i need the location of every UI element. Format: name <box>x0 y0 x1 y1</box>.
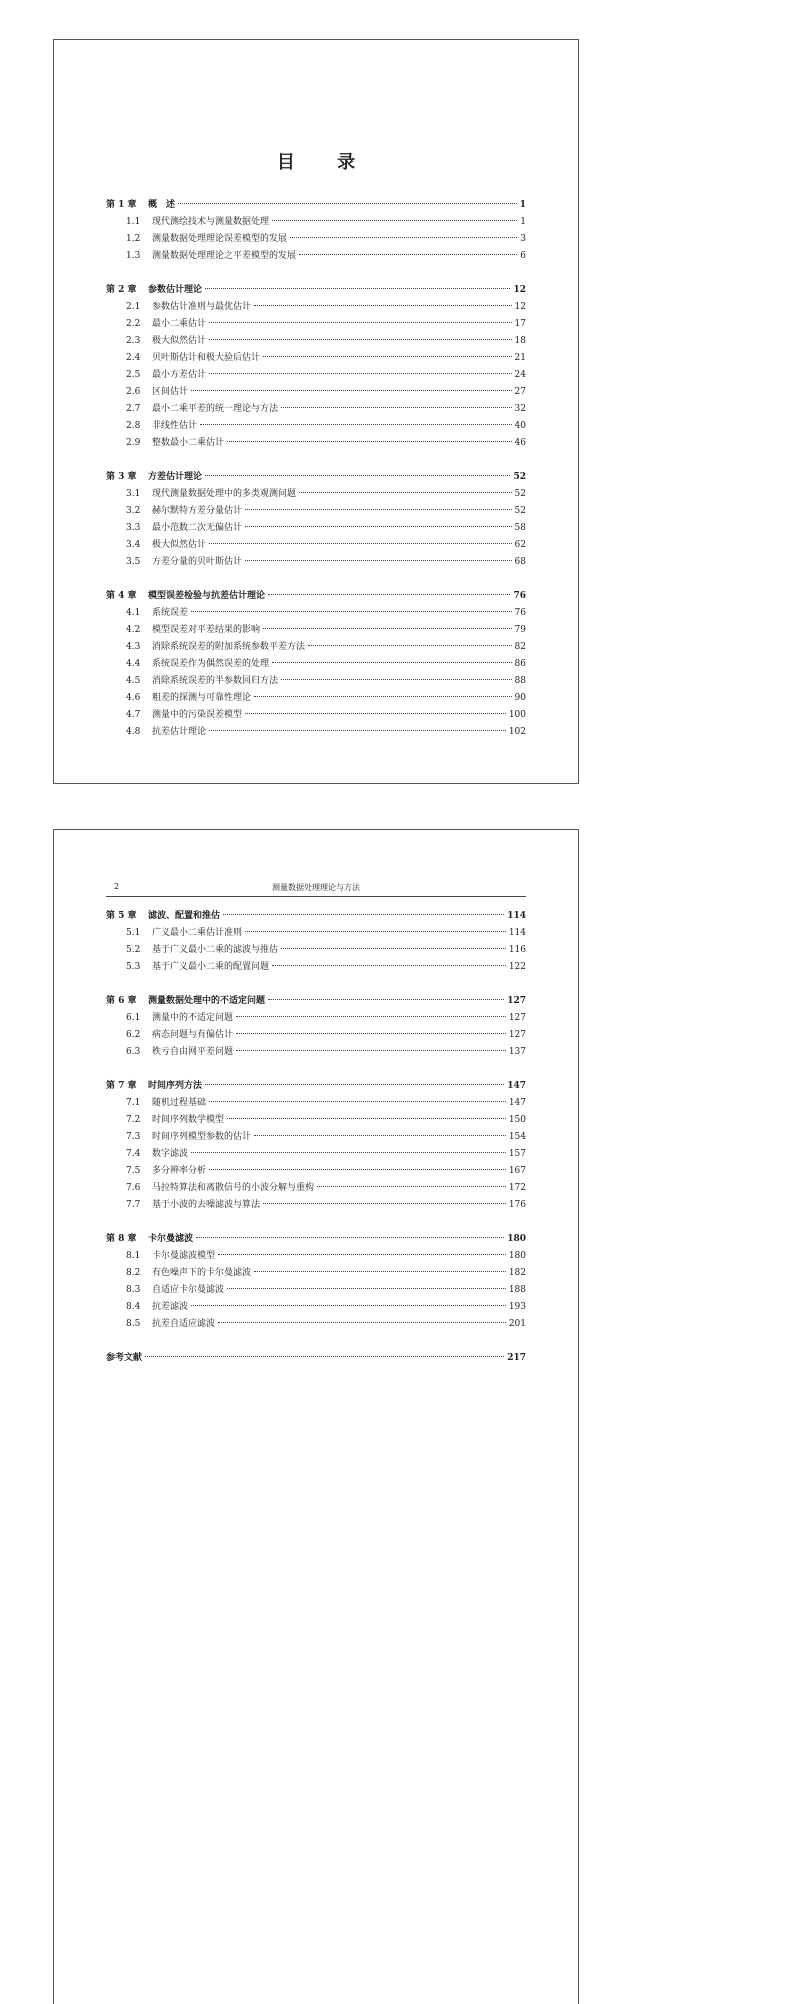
entry-page-number: 40 <box>514 421 526 431</box>
toc-section-entry[interactable] <box>106 707 526 724</box>
entry-number: 2.1 <box>126 302 141 312</box>
entry-page-number: 52 <box>514 506 526 516</box>
entry-number: 第 6 章 <box>106 996 137 1006</box>
entry-number: 6.1 <box>126 1013 141 1023</box>
entry-page-number: 127 <box>508 1030 526 1040</box>
entry-title: 卡尔曼滤波 <box>148 1234 194 1244</box>
entry-title: 有色噪声下的卡尔曼滤波 <box>152 1268 252 1278</box>
dot-leader <box>245 713 506 714</box>
toc-chapter-entry[interactable] <box>106 282 526 299</box>
dot-leader <box>209 322 512 323</box>
entry-page-number: 154 <box>508 1132 526 1142</box>
entry-page-number: 21 <box>514 353 526 363</box>
dot-leader <box>245 560 512 561</box>
entry-page-number: 1 <box>519 200 526 210</box>
toc-section-entry[interactable] <box>106 486 526 503</box>
entry-number: 2.6 <box>126 387 141 397</box>
toc-section-entry[interactable] <box>106 520 526 537</box>
entry-title: 抗差估计理论 <box>152 727 207 737</box>
dot-leader <box>245 931 506 932</box>
entry-number: 7.5 <box>126 1166 141 1176</box>
entry-page-number: 180 <box>507 1234 526 1244</box>
entry-page-number: 102 <box>508 727 526 737</box>
entry-title: 参数估计理论 <box>148 285 203 295</box>
toc-chapter-entry[interactable] <box>106 588 526 605</box>
toc-chapter-entry[interactable] <box>106 469 526 486</box>
dot-leader <box>218 1254 506 1255</box>
dot-leader <box>268 999 504 1000</box>
entry-title: 赫尔默特方差分量估计 <box>152 506 243 516</box>
entry-title: 概 述 <box>148 200 176 210</box>
entry-title: 数字滤波 <box>152 1149 189 1159</box>
dot-leader <box>223 914 504 915</box>
entry-number: 2.4 <box>126 353 141 363</box>
toc-section-entry[interactable] <box>106 1316 526 1333</box>
toc-page-1 <box>53 39 579 784</box>
dot-leader <box>236 1033 506 1034</box>
toc-section-entry[interactable] <box>106 1027 526 1044</box>
entry-number: 6.3 <box>126 1047 141 1057</box>
dot-leader <box>191 1152 506 1153</box>
dot-leader <box>191 1305 506 1306</box>
entry-title: 系统误差 <box>152 608 189 618</box>
toc-section-entry[interactable] <box>106 639 526 656</box>
entry-number: 8.5 <box>126 1319 141 1329</box>
entry-page-number: 62 <box>514 540 526 550</box>
entry-title: 时间序列方法 <box>148 1081 203 1091</box>
entry-page-number: 46 <box>514 438 526 448</box>
entry-title: 参数估计准则与最优估计 <box>152 302 252 312</box>
entry-number: 2.9 <box>126 438 141 448</box>
entry-number: 3.5 <box>126 557 141 567</box>
toc-section-entry[interactable] <box>106 1265 526 1282</box>
entry-page-number: 201 <box>508 1319 526 1329</box>
entry-title: 基于广义最小二乘的配置问题 <box>152 962 270 972</box>
entry-title: 方差估计理论 <box>148 472 203 482</box>
entry-number: 4.4 <box>126 659 141 669</box>
entry-page-number: 188 <box>508 1285 526 1295</box>
dot-leader <box>299 492 512 493</box>
dot-leader <box>205 1084 504 1085</box>
toc-spacer <box>106 976 526 993</box>
entry-title: 现代测量数据处理中的多类观测问题 <box>152 489 297 499</box>
dot-leader <box>254 305 512 306</box>
entry-page-number: 127 <box>507 996 526 1006</box>
dot-leader <box>209 1101 506 1102</box>
dot-leader <box>200 424 512 425</box>
toc-list <box>106 908 526 1367</box>
toc-section-entry[interactable] <box>106 554 526 571</box>
toc-section-entry[interactable] <box>106 537 526 554</box>
entry-title: 多分辨率分析 <box>152 1166 207 1176</box>
entry-title: 测量数据处理理论误差模型的发展 <box>152 234 288 244</box>
toc-section-entry[interactable] <box>106 316 526 333</box>
toc-section-entry[interactable] <box>106 401 526 418</box>
entry-number: 7.3 <box>126 1132 141 1142</box>
toc-chapter-entry[interactable] <box>106 1078 526 1095</box>
entry-number: 1.3 <box>126 251 141 261</box>
dot-leader <box>268 594 510 595</box>
toc-chapter-entry[interactable] <box>106 993 526 1010</box>
dot-leader <box>317 1186 506 1187</box>
toc-page-2 <box>53 829 579 2004</box>
entry-page-number: 27 <box>514 387 526 397</box>
entry-title: 最小二乘估计 <box>152 319 207 329</box>
entry-page-number: 86 <box>514 659 526 669</box>
dot-leader <box>191 390 512 391</box>
toc-section-entry[interactable] <box>106 299 526 316</box>
dot-leader <box>299 254 517 255</box>
dot-leader <box>281 679 512 680</box>
entry-title: 自适应卡尔曼滤波 <box>152 1285 225 1295</box>
toc-spacer <box>106 1333 526 1350</box>
dot-leader <box>196 1237 504 1238</box>
entry-page-number: 100 <box>508 710 526 720</box>
entry-page-number: 90 <box>514 693 526 703</box>
entry-title: 抗差滤波 <box>152 1302 189 1312</box>
entry-page-number: 182 <box>508 1268 526 1278</box>
entry-title: 整数最小二乘估计 <box>152 438 225 448</box>
entry-title: 测量数据处理理论之平差模型的发展 <box>152 251 297 261</box>
toc-section-entry[interactable] <box>106 942 526 959</box>
dot-leader <box>191 611 512 612</box>
toc-section-entry[interactable] <box>106 673 526 690</box>
entry-page-number: 147 <box>507 1081 526 1091</box>
entry-title: 贝叶斯估计和极大验后估计 <box>152 353 261 363</box>
entry-page-number: 76 <box>513 591 526 601</box>
entry-title: 极大似然估计 <box>152 540 207 550</box>
dot-leader <box>272 220 517 221</box>
entry-title: 秩亏自由网平差问题 <box>152 1047 234 1057</box>
entry-title: 时间序列数学模型 <box>152 1115 225 1125</box>
entry-page-number: 127 <box>508 1013 526 1023</box>
toc-section-entry[interactable] <box>106 1299 526 1316</box>
toc-section-entry[interactable] <box>106 724 526 741</box>
entry-number: 3.1 <box>126 489 141 499</box>
dot-leader <box>281 407 512 408</box>
entry-page-number: 116 <box>508 945 526 955</box>
entry-page-number: 217 <box>507 1353 526 1363</box>
entry-title: 测量中的污染误差模型 <box>152 710 243 720</box>
toc-section-entry[interactable] <box>106 1010 526 1027</box>
toc-section-entry[interactable] <box>106 1282 526 1299</box>
dot-leader <box>272 965 506 966</box>
toc-section-entry[interactable] <box>106 418 526 435</box>
dot-leader <box>145 1356 504 1357</box>
entry-number: 第 4 章 <box>106 591 137 601</box>
toc-section-entry[interactable] <box>106 1163 526 1180</box>
entry-number: 4.8 <box>126 727 141 737</box>
entry-number: 8.4 <box>126 1302 141 1312</box>
toc-section-entry[interactable] <box>106 1095 526 1112</box>
entry-page-number: 18 <box>514 336 526 346</box>
dot-leader <box>227 441 512 442</box>
toc-chapter-entry[interactable] <box>106 1350 526 1367</box>
toc-section-entry[interactable] <box>106 435 526 452</box>
toc-section-entry[interactable] <box>106 690 526 707</box>
entry-title: 马拉特算法和离散信号的小波分解与重构 <box>152 1183 315 1193</box>
entry-title: 基于小波的去噪滤波与算法 <box>152 1200 261 1210</box>
entry-page-number: 172 <box>508 1183 526 1193</box>
entry-number: 第 8 章 <box>106 1234 137 1244</box>
entry-page-number: 114 <box>507 911 526 921</box>
toc-section-entry[interactable] <box>106 367 526 384</box>
entry-number: 4.3 <box>126 642 141 652</box>
entry-number: 4.6 <box>126 693 141 703</box>
header-title: 测量数据处理理论与方法 <box>272 883 360 892</box>
toc-section-entry[interactable] <box>106 1146 526 1163</box>
toc-section-entry[interactable] <box>106 656 526 673</box>
entry-number: 第 5 章 <box>106 911 137 921</box>
entry-page-number: 79 <box>514 625 526 635</box>
entry-title: 最小二乘平差的统一理论与方法 <box>152 404 279 414</box>
entry-title: 广义最小二乘估计准则 <box>152 928 243 938</box>
dot-leader <box>245 509 512 510</box>
entry-number: 第 2 章 <box>106 285 137 295</box>
running-header <box>106 881 526 897</box>
entry-title: 测量中的不适定问题 <box>152 1013 234 1023</box>
entry-page-number: 193 <box>508 1302 526 1312</box>
entry-title: 病态问题与有偏估计 <box>152 1030 234 1040</box>
entry-page-number: 122 <box>508 962 526 972</box>
entry-title: 区间估计 <box>152 387 189 397</box>
entry-title: 最小范数二次无偏估计 <box>152 523 243 533</box>
entry-number: 5.3 <box>126 962 141 972</box>
entry-number: 7.4 <box>126 1149 141 1159</box>
entry-page-number: 12 <box>513 285 526 295</box>
entry-page-number: 52 <box>514 489 526 499</box>
entry-number: 8.1 <box>126 1251 141 1261</box>
entry-page-number: 58 <box>514 523 526 533</box>
entry-number: 第 3 章 <box>106 472 137 482</box>
entry-number: 4.7 <box>126 710 141 720</box>
entry-number: 8.2 <box>126 1268 141 1278</box>
entry-number: 第 7 章 <box>106 1081 137 1091</box>
entry-number: 3.2 <box>126 506 141 516</box>
entry-number: 2.3 <box>126 336 141 346</box>
entry-page-number: 68 <box>514 557 526 567</box>
entry-title: 模型误差对平差结果的影响 <box>152 625 261 635</box>
toc-section-entry[interactable] <box>106 333 526 350</box>
dot-leader <box>236 1050 506 1051</box>
toc-section-entry[interactable] <box>106 622 526 639</box>
toc-section-entry[interactable] <box>106 605 526 622</box>
toc-section-entry[interactable] <box>106 1044 526 1061</box>
entry-title: 时间序列模型参数的估计 <box>152 1132 252 1142</box>
entry-number: 1.2 <box>126 234 141 244</box>
dot-leader <box>272 662 512 663</box>
toc-section-entry[interactable] <box>106 1248 526 1265</box>
entry-title: 测量数据处理中的不适定问题 <box>148 996 266 1006</box>
entry-number: 4.1 <box>126 608 141 618</box>
toc-chapter-entry[interactable] <box>106 197 526 214</box>
entry-number: 7.1 <box>126 1098 141 1108</box>
dot-leader <box>209 730 506 731</box>
entry-number: 8.3 <box>126 1285 141 1295</box>
entry-title: 非线性估计 <box>152 421 198 431</box>
entry-number: 4.5 <box>126 676 141 686</box>
entry-number: 7.6 <box>126 1183 141 1193</box>
entry-number: 5.1 <box>126 928 141 938</box>
dot-leader <box>254 1271 506 1272</box>
entry-page-number: 114 <box>508 928 526 938</box>
entry-title: 卡尔曼滤波模型 <box>152 1251 216 1261</box>
toc-section-entry[interactable] <box>106 959 526 976</box>
toc-section-entry[interactable] <box>106 384 526 401</box>
dot-leader <box>218 1322 506 1323</box>
entry-page-number: 137 <box>508 1047 526 1057</box>
entry-number: 7.2 <box>126 1115 141 1125</box>
entry-number: 5.2 <box>126 945 141 955</box>
entry-number: 2.8 <box>126 421 141 431</box>
toc-section-entry[interactable] <box>106 925 526 942</box>
dot-leader <box>205 475 510 476</box>
dot-leader <box>209 543 512 544</box>
entry-page-number: 52 <box>513 472 526 482</box>
toc-section-entry[interactable] <box>106 214 526 231</box>
entry-number: 第 1 章 <box>106 200 137 210</box>
entry-title: 最小方差估计 <box>152 370 207 380</box>
toc-spacer <box>106 571 526 588</box>
toc-section-entry[interactable] <box>106 350 526 367</box>
entry-number: 3.3 <box>126 523 141 533</box>
entry-number: 1.1 <box>126 217 141 227</box>
dot-leader <box>209 339 512 340</box>
dot-leader <box>290 237 517 238</box>
toc-chapter-entry[interactable] <box>106 1231 526 1248</box>
entry-title: 方差分量的贝叶斯估计 <box>152 557 243 567</box>
page-title: 目 录 <box>276 152 374 173</box>
toc-section-entry[interactable] <box>106 1180 526 1197</box>
entry-number: 4.2 <box>126 625 141 635</box>
entry-number: 2.2 <box>126 319 141 329</box>
toc-spacer <box>106 1061 526 1078</box>
header-page-number: 2 <box>114 882 120 891</box>
toc-spacer <box>106 265 526 282</box>
dot-leader <box>205 288 510 289</box>
dot-leader <box>263 1203 506 1204</box>
toc-section-entry[interactable] <box>106 503 526 520</box>
entry-number: 2.5 <box>126 370 141 380</box>
toc-section-entry[interactable] <box>106 1197 526 1214</box>
entry-number: 2.7 <box>126 404 141 414</box>
entry-page-number: 17 <box>514 319 526 329</box>
dot-leader <box>227 1118 506 1119</box>
entry-title: 粗差的探测与可靠性理论 <box>152 693 252 703</box>
dot-leader <box>263 628 512 629</box>
dot-leader <box>263 356 512 357</box>
entry-page-number: 32 <box>514 404 526 414</box>
dot-leader <box>245 526 512 527</box>
entry-title: 滤波、配置和推估 <box>148 911 221 921</box>
toc-list <box>106 197 526 741</box>
entry-page-number: 6 <box>520 251 526 261</box>
dot-leader <box>178 203 517 204</box>
entry-title: 抗差自适应滤波 <box>152 1319 216 1329</box>
entry-number: 3.4 <box>126 540 141 550</box>
entry-page-number: 88 <box>514 676 526 686</box>
dot-leader <box>236 1016 506 1017</box>
toc-section-entry[interactable] <box>106 248 526 265</box>
entry-page-number: 167 <box>508 1166 526 1176</box>
entry-number: 7.7 <box>126 1200 141 1210</box>
dot-leader <box>281 948 506 949</box>
entry-page-number: 150 <box>508 1115 526 1125</box>
entry-title: 现代测绘技术与测量数据处理 <box>152 217 270 227</box>
entry-page-number: 176 <box>508 1200 526 1210</box>
entry-page-number: 157 <box>508 1149 526 1159</box>
entry-title: 基于广义最小二乘的滤波与推估 <box>152 945 279 955</box>
dot-leader <box>308 645 512 646</box>
toc-spacer <box>106 1214 526 1231</box>
dot-leader <box>254 696 512 697</box>
toc-chapter-entry[interactable] <box>106 908 526 925</box>
entry-title: 模型误差检验与抗差估计理论 <box>148 591 266 601</box>
entry-number: 6.2 <box>126 1030 141 1040</box>
entry-title: 消除系统误差的半参数回归方法 <box>152 676 279 686</box>
entry-title: 参考文献 <box>106 1353 143 1363</box>
toc-section-entry[interactable] <box>106 231 526 248</box>
toc-section-entry[interactable] <box>106 1129 526 1146</box>
entry-title: 系统误差作为偶然误差的处理 <box>152 659 270 669</box>
entry-page-number: 3 <box>520 234 526 244</box>
dot-leader <box>209 373 512 374</box>
toc-spacer <box>106 452 526 469</box>
entry-page-number: 82 <box>514 642 526 652</box>
entry-page-number: 76 <box>514 608 526 618</box>
entry-title: 极大似然估计 <box>152 336 207 346</box>
dot-leader <box>254 1135 506 1136</box>
entry-page-number: 147 <box>508 1098 526 1108</box>
entry-title: 随机过程基础 <box>152 1098 207 1108</box>
entry-page-number: 180 <box>508 1251 526 1261</box>
dot-leader <box>227 1288 506 1289</box>
dot-leader <box>209 1169 506 1170</box>
entry-page-number: 12 <box>514 302 526 312</box>
toc-section-entry[interactable] <box>106 1112 526 1129</box>
entry-title: 消除系统误差的附加系统参数平差方法 <box>152 642 306 652</box>
entry-page-number: 1 <box>520 217 526 227</box>
entry-page-number: 24 <box>514 370 526 380</box>
